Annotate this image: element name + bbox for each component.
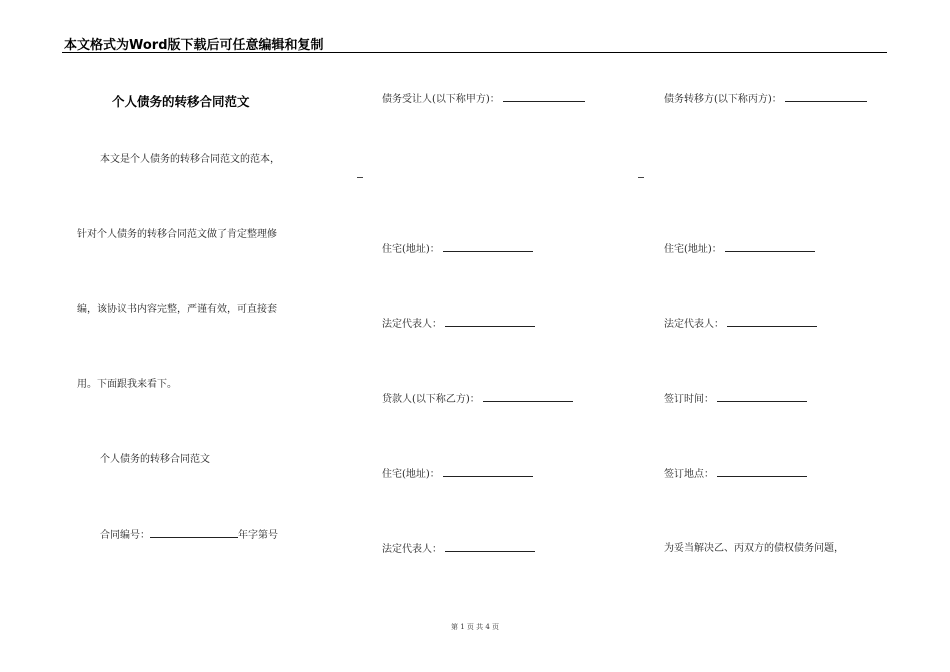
legal-rep-2-blank bbox=[445, 542, 535, 552]
legal-rep-1-blank bbox=[445, 317, 535, 327]
party-b-label: 贷款人(以下称乙方)： bbox=[382, 394, 480, 405]
sign-place-label: 签订地点： bbox=[664, 469, 714, 480]
residence-2-line bbox=[382, 467, 533, 482]
party-a-label: 债务受让人(以下称甲方)： bbox=[382, 94, 500, 105]
residence-3-blank bbox=[725, 242, 815, 252]
closing-text: 为妥当解决乙、丙双方的债权债务问题， bbox=[664, 543, 844, 554]
legal-rep-1-line bbox=[382, 317, 535, 332]
party-b-blank bbox=[483, 392, 573, 402]
sign-time-blank bbox=[717, 392, 807, 402]
contract-subtitle: 个人债务的转移合同范文 bbox=[100, 454, 210, 465]
contract-number-label: 合同编号： bbox=[100, 530, 150, 541]
contract-number-line bbox=[100, 528, 278, 543]
contract-number-suffix: 年字第号 bbox=[238, 530, 278, 541]
residence-2-blank bbox=[443, 467, 533, 477]
sign-place-line bbox=[664, 467, 807, 482]
party-b-line bbox=[382, 392, 573, 407]
column2-dash bbox=[357, 177, 363, 178]
sign-time-line bbox=[664, 392, 807, 407]
residence-1-label: 住宅(地址)： bbox=[382, 244, 440, 255]
intro-line-2: 针对个人债务的转移合同范文做了肯定整理修 bbox=[77, 229, 277, 240]
party-c-label: 债务转移方(以下称丙方)： bbox=[664, 94, 782, 105]
legal-rep-3-blank bbox=[727, 317, 817, 327]
document-header-title: 本文格式为Word版下载后可任意编辑和复制 bbox=[64, 38, 324, 53]
sign-place-blank bbox=[717, 467, 807, 477]
legal-rep-3-line bbox=[664, 317, 817, 332]
legal-rep-2-line bbox=[382, 542, 535, 557]
legal-rep-2-label: 法定代表人： bbox=[382, 544, 442, 555]
intro-line-4: 用。下面跟我来看下。 bbox=[77, 379, 177, 390]
document-title: 个人债务的转移合同范文 bbox=[112, 94, 250, 109]
sign-time-label: 签订时间： bbox=[664, 394, 714, 405]
header-divider bbox=[62, 52, 887, 53]
party-a-line bbox=[382, 92, 585, 107]
residence-3-line bbox=[664, 242, 815, 257]
party-c-blank bbox=[785, 92, 867, 102]
residence-3-label: 住宅(地址)： bbox=[664, 244, 722, 255]
residence-1-blank bbox=[443, 242, 533, 252]
residence-2-label: 住宅(地址)： bbox=[382, 469, 440, 480]
intro-line-3: 编，该协议书内容完整，严谨有效，可直接套 bbox=[77, 304, 277, 315]
legal-rep-3-label: 法定代表人： bbox=[664, 319, 724, 330]
party-c-line bbox=[664, 92, 867, 107]
page-number: 第 1 页 共 4 页 bbox=[450, 623, 500, 631]
party-a-blank bbox=[503, 92, 585, 102]
intro-line-1: 本文是个人债务的转移合同范文的范本， bbox=[100, 154, 280, 165]
residence-1-line bbox=[382, 242, 533, 257]
contract-number-blank bbox=[150, 528, 238, 538]
column3-dash bbox=[638, 177, 644, 178]
legal-rep-1-label: 法定代表人： bbox=[382, 319, 442, 330]
